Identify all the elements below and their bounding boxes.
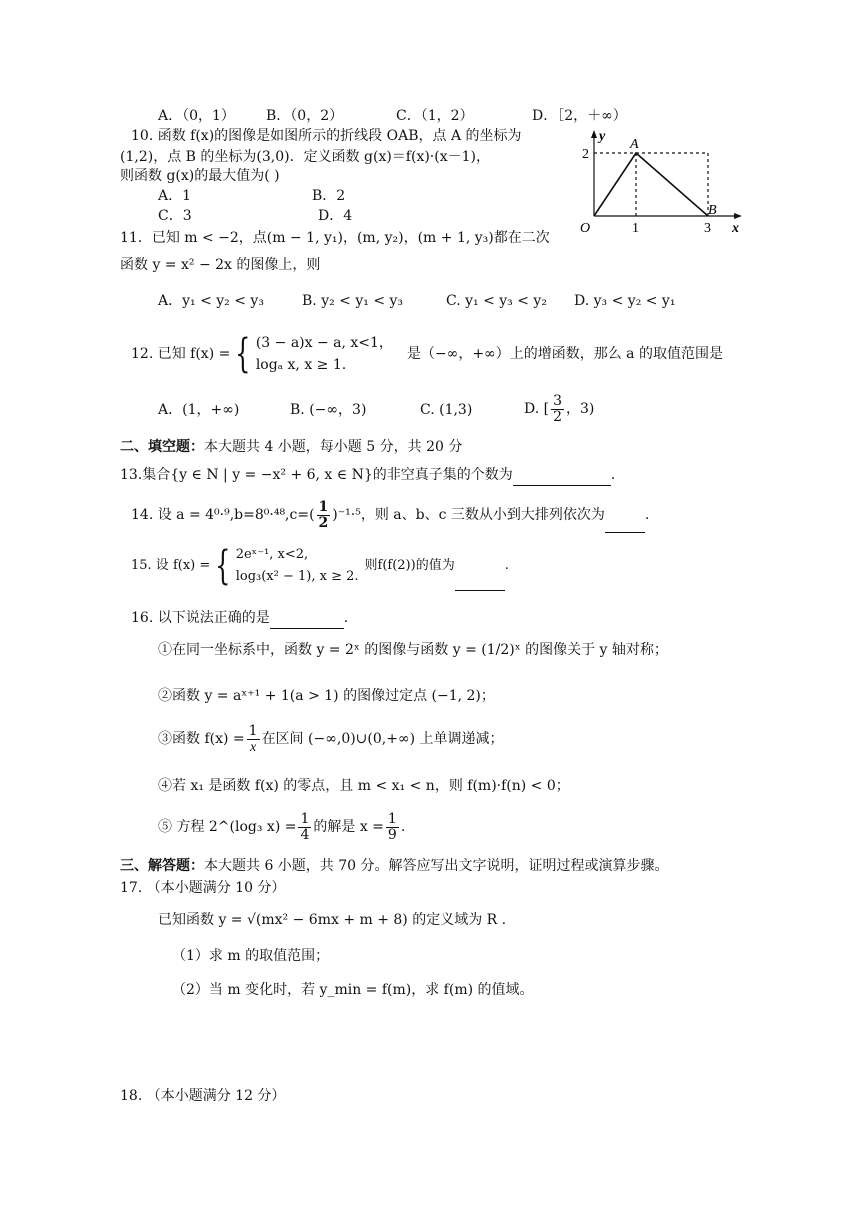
q16-statement-2: ②函数 y = aˣ⁺¹ + 1(a > 1) 的图像过定点 (−1, 2)； (158, 688, 495, 704)
tick-label-1: 1 (632, 221, 639, 236)
section3-heading: 三、解答题： (120, 858, 204, 874)
q12-option-d (524, 392, 594, 426)
q16-statement-4: ④若 x₁ 是函数 f(x) 的零点，且 m < x₁ < n，则 f(m)·f(n) < 0； (158, 778, 570, 794)
y-axis-label: y (599, 129, 606, 144)
q10-line2: (1,2)，点 B 的坐标为(3,0)．定义函数 g(x)＝f(x)·(x－1)， (120, 149, 490, 165)
q14-text1: 14. 设 a = 4⁰·⁹,b=8⁰·⁴⁸,c=( (131, 507, 315, 523)
q15-answer-blank (455, 542, 505, 591)
q15-line (131, 542, 509, 591)
q14-numerator: 1 (318, 498, 329, 515)
q16-stem (131, 608, 348, 629)
polyline-oab (594, 153, 708, 216)
q15-case2: log₃(x² − 1), x ≥ 2. (235, 568, 359, 584)
q16-s5-denominator-2: 9 (387, 826, 397, 843)
q17-stem: 已知函数 y = √(mx² − 6mx + m + 8) 的定义域为 R . (158, 912, 507, 928)
q16-s5-numerator-2: 1 (387, 810, 397, 827)
q10-option-c: C．3 (158, 208, 192, 224)
q14-text2: )⁻¹·⁵，则 a、b、c 三数从小到大排列依次为 (332, 507, 605, 523)
q9-option-b: B．（0，2） (266, 108, 344, 124)
q12-suffix: 是（−∞，+∞）上的增函数，那么 a 的取值范围是 (406, 346, 723, 362)
q9-option-a: A．（0，1） (158, 108, 235, 124)
q11-option-c: C. y₁ < y₃ < y₂ (446, 293, 547, 309)
tick-label-3: 3 (704, 221, 711, 236)
q17-part-2: （2）当 m 变化时，若 y_min = f(m)，求 f(m) 的值域。 (172, 982, 534, 998)
q12-case2: logₐ x, x ≥ 1. (255, 357, 347, 373)
q10-line1: 10. 函数 f(x)的图像是如图所示的折线段 OAB，点 A 的坐标为 (131, 128, 522, 144)
q10-option-b: B．2 (312, 188, 346, 204)
q16-s5-end: . (400, 819, 406, 835)
q16-s3-b: 在区间 (−∞,0)∪(0,+∞) 上单调递减； (261, 731, 504, 747)
q10-option-d: D．4 (318, 208, 353, 224)
q16-stem-text: 16. 以下说法正确的是 (131, 610, 270, 626)
q17-title: 17. （本小题满分 10 分） (120, 880, 286, 896)
q16-statement-5 (158, 810, 405, 844)
section3-header (120, 856, 669, 876)
q16-s3-a: ③函数 f(x) = (158, 731, 245, 747)
q12-option-d-fraction (551, 394, 564, 425)
q16-s5-a: ⑤ 方程 2^(log₃ x) = (158, 819, 297, 835)
q11-option-a: A．y₁ < y₂ < y₃ (158, 293, 264, 309)
section2-text: 本大题共 4 小题，每小题 5 分，共 20 分 (204, 439, 463, 455)
q14-fraction (317, 500, 331, 531)
q10-option-a: A．1 (158, 188, 192, 204)
q12-case1: (3 − a)x − a, x<1， (255, 335, 393, 351)
q12-statement (131, 330, 723, 378)
q13-answer-blank (513, 465, 611, 486)
q12-brace: { (235, 331, 251, 377)
q11-option-b: B. y₂ < y₁ < y₃ (302, 293, 404, 309)
section2-header (120, 437, 462, 457)
q14-line (131, 498, 649, 533)
q17-part-1: （1）求 m 的取值范围； (172, 948, 330, 964)
q16-s5-b: 的解是 x = (313, 819, 384, 835)
q9-option-c: C．（1，2） (396, 108, 474, 124)
q15-case1: 2eˣ⁻¹, x<2, (235, 546, 309, 562)
q16-s5-fraction-1 (298, 812, 311, 843)
point-a-label: A (630, 137, 639, 152)
q11-line1: 11．已知 m < −2，点(m − 1, y₁)，(m, y₂)，(m + 1, y₃)都在二次 (120, 230, 550, 246)
q12-prefix: 12. 已知 f(x) = (131, 346, 231, 362)
q16-answer-blank (270, 608, 344, 629)
y-axis-arrow (591, 130, 597, 138)
q12-cases (256, 332, 393, 376)
origin-label: O (580, 221, 591, 236)
q16-stem-end: . (343, 610, 349, 626)
q16-s5-numerator-1: 1 (300, 810, 310, 827)
function-graph-figure (574, 128, 744, 238)
tick-label-2: 2 (582, 147, 589, 162)
q12-option-d-prefix: D. [ (524, 401, 550, 417)
section3-text: 本大题共 6 小题，共 70 分。解答应写出文字说明，证明过程或演算步骤。 (204, 858, 669, 874)
q12-option-d-numerator: 3 (553, 392, 563, 409)
q15-end: . (504, 558, 509, 573)
q12-option-d-suffix: ，3) (566, 401, 595, 417)
q15-cases (236, 544, 359, 588)
q14-answer-blank (605, 498, 645, 533)
q15-prefix: 15. 设 f(x) = (131, 558, 211, 573)
q18-title: 18. （本小题满分 12 分） (120, 1088, 286, 1104)
point-b-label: B (708, 203, 717, 218)
q11-option-d: D. y₃ < y₂ < y₁ (574, 293, 676, 309)
q15-brace: { (215, 542, 231, 589)
q13-text: 13.集合{y ∈ N | y = −x² + 6, x ∈ N}的非空真子集的个数为 (120, 467, 513, 483)
q15-suffix: 则f(f(2))的值为 (364, 558, 455, 573)
q12-option-c: C. (1,3) (420, 402, 473, 418)
q16-statement-1: ①在同一坐标系中，函数 y = 2ˣ 的图像与函数 y = (1/2)ˣ 的图像关于 y 轴对称； (158, 642, 668, 658)
q16-s5-fraction-2 (386, 812, 399, 843)
q14-end: . (644, 507, 650, 523)
q9-option-d: D．［2，＋∞） (532, 108, 627, 124)
section2-heading: 二、填空题： (120, 439, 204, 455)
q14-denominator: 2 (318, 514, 329, 531)
q10-line3: 则函数 g(x)的最大值为( ) (120, 168, 280, 184)
q13-end: . (610, 467, 616, 483)
q16-s3-numerator: 1 (248, 722, 258, 739)
q16-s5-denominator-1: 4 (300, 826, 310, 843)
q12-option-a: A．(1，+∞) (158, 402, 240, 418)
q13-line (120, 465, 615, 486)
x-axis-label: x (732, 221, 739, 236)
q12-option-b: B. (−∞，3) (290, 402, 367, 418)
q12-option-d-denominator: 2 (553, 408, 563, 425)
q16-s3-fraction (247, 724, 260, 755)
x-axis-arrow (734, 213, 742, 219)
q16-statement-3 (158, 722, 504, 756)
q11-line2: 函数 y = x² − 2x 的图像上，则 (120, 257, 321, 273)
q16-s3-denominator: x (249, 739, 257, 755)
